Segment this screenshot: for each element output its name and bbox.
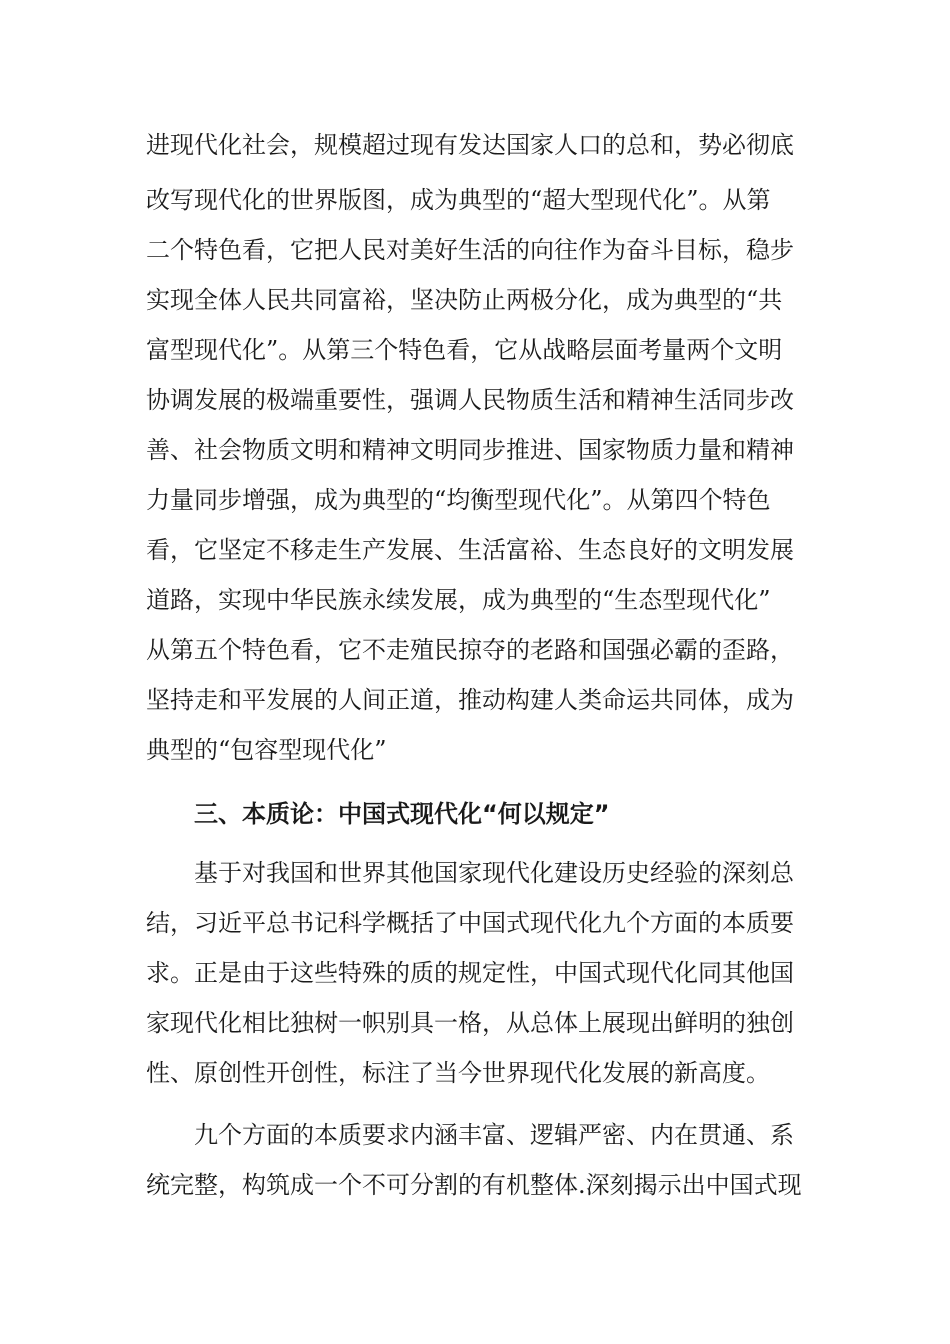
paragraph-1-line: 力量同步增强，成为典型的“均衡型现代化”。从第四个特色 [146, 486, 771, 514]
paragraph-1-line: 进现代化社会，规模超过现有发达国家人口的总和，势必彻底 [146, 131, 794, 159]
paragraph-1-line: 协调发展的极端重要性，强调人民物质生活和精神生活同步改 [146, 386, 794, 414]
paragraph-1-line: 从第五个特色看，它不走殖民掠夺的老路和国强必霸的歪路， [146, 636, 794, 664]
paragraph-3-line: 统完整，构筑成一个不可分割的有机整体.深刻揭示出中国式现 [146, 1171, 802, 1199]
paragraph-2-line: 结，习近平总书记科学概括了中国式现代化九个方面的本质要 [146, 909, 794, 937]
paragraph-2-line: 性、原创性开创性，标注了当今世界现代化发展的新高度。 [146, 1059, 770, 1087]
section-heading: 三、本质论：中国式现代化“何以规定” [194, 800, 610, 828]
paragraph-2-line: 求。正是由于这些特殊的质的规定性，中国式现代化同其他国 [146, 959, 794, 987]
paragraph-1-line: 看，它坚定不移走生产发展、生活富裕、生态良好的文明发展 [146, 536, 794, 564]
paragraph-2-line: 基于对我国和世界其他国家现代化建设历史经验的深刻总 [194, 859, 794, 887]
paragraph-1-line: 实现全体人民共同富裕，坚决防止两极分化，成为典型的“共 [146, 286, 783, 314]
paragraph-2-line: 家现代化相比独树一帜别具一格，从总体上展现出鲜明的独创 [146, 1009, 794, 1037]
paragraph-1-line: 改写现代化的世界版图，成为典型的“超大型现代化”。从第 [146, 186, 771, 214]
paragraph-1-line: 二个特色看，它把人民对美好生活的向往作为奋斗目标，稳步 [146, 236, 794, 264]
paragraph-1-line: 道路，实现中华民族永续发展，成为典型的“生态型现代化” [146, 586, 771, 614]
paragraph-3-line: 九个方面的本质要求内涵丰富、逻辑严密、内在贯通、系 [194, 1121, 794, 1149]
paragraph-1-line: 坚持走和平发展的人间正道，推动构建人类命运共同体，成为 [146, 686, 794, 714]
paragraph-1-line: 富型现代化”。从第三个特色看，它从战略层面考量两个文明 [146, 336, 783, 364]
paragraph-1-line: 善、社会物质文明和精神文明同步推进、国家物质力量和精神 [146, 436, 794, 464]
paragraph-1-line: 典型的“包容型现代化” [146, 736, 387, 764]
